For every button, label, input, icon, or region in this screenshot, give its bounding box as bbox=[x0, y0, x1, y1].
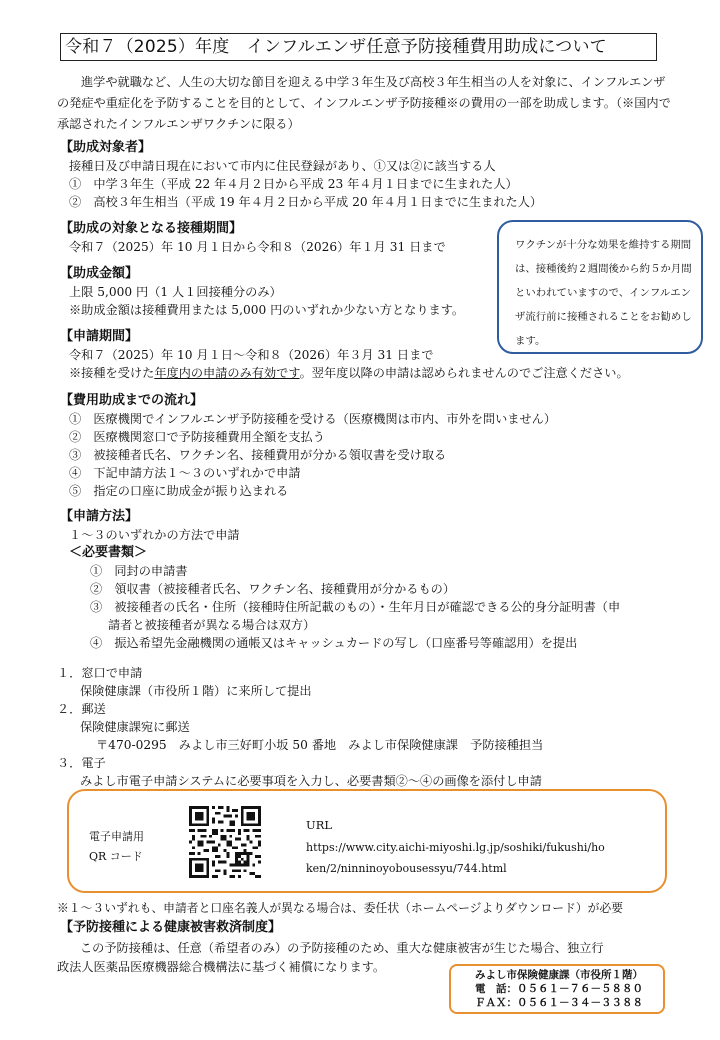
option-3-line: みよし市電子申請システムに必要事項を入力し、必要書類②～④の画像を添付し申請 bbox=[80, 774, 542, 788]
contact-box bbox=[449, 964, 665, 1014]
option-2-title bbox=[57, 700, 106, 719]
vaccine-timing-callout: ワクチンが十分な効果を維持する期間は、接種後約２週間後から約５か月間といわれていますので、インフルエンザ流行前に接種されることをお勧めします。 bbox=[497, 220, 703, 354]
period-text: 令和７（2025）年 10 月１日から令和８（2026）年１月 31 日まで bbox=[69, 240, 446, 254]
option-1-label: 窓口で申請 bbox=[81, 666, 143, 680]
flow-step-1: ① 医療機関でインフルエンザ予防接種を受ける（医療機関は市内、市外を問いません） bbox=[69, 412, 557, 426]
method-heading: 【申請方法】 bbox=[60, 509, 139, 524]
url-label: URL bbox=[306, 818, 332, 832]
relief-line-2: 政法人医薬品医療機器総合機構法に基づく補償になります。 bbox=[57, 960, 386, 974]
amount-line-2: ※助成金額は接種費用または 5,000 円のいずれか少ない方となります。 bbox=[69, 303, 465, 317]
method-lead: １～３のいずれかの方法で申請 bbox=[69, 528, 240, 542]
option-1-line: 保険健康課（市役所１階）に来所して提出 bbox=[80, 684, 312, 698]
option-3-number: ３． bbox=[57, 756, 82, 770]
application-period-note-post: 。翌年度以降の申請は認められませんのでご注意ください。 bbox=[299, 366, 629, 380]
application-period-note-underlined: 年度内の申請のみ有効です bbox=[154, 366, 300, 380]
intro-paragraph bbox=[57, 72, 677, 135]
application-period-line-1: 令和７（2025）年 10 月１日～令和８（2026）年３月 31 日まで bbox=[69, 348, 434, 362]
application-period-heading: 【申請期間】 bbox=[60, 329, 139, 344]
option-2-number: ２． bbox=[57, 702, 82, 716]
contact-fax: ＦＡＸ：０５６１－３４－３３８８ bbox=[475, 997, 643, 1009]
document-item-4: ④ 振込希望先金融機関の通帳又はキャッシュカードの写し（口座番号等確認用）を提出 bbox=[90, 636, 578, 650]
amount-heading: 【助成金額】 bbox=[60, 266, 139, 281]
flow-step-2: ② 医療機関窓口で予防接種費用全額を支払う bbox=[69, 430, 325, 444]
option-1-title bbox=[57, 664, 142, 683]
qr-label-2: QR コード bbox=[89, 850, 143, 863]
option-3-title bbox=[57, 754, 106, 773]
flow-step-4: ④ 下記申請方法１～３のいずれかで申請 bbox=[69, 466, 301, 480]
relief-heading: 【予防接種による健康被害救済制度】 bbox=[60, 920, 282, 935]
qr-code-image[interactable] bbox=[189, 806, 261, 878]
option-2-address: 〒470-0295 みよし市三好町小坂 50 番地 みよし市保険健康課 予防接種担当 bbox=[96, 738, 544, 752]
contact-phone: 電 話：０５６１－７６－５８８０ bbox=[475, 983, 643, 995]
url-line-2[interactable]: ken/2/ninninoyobousessyu/744.html bbox=[306, 862, 507, 875]
qr-label-1: 電子申請用 bbox=[89, 830, 144, 843]
application-period-line-2 bbox=[69, 364, 629, 383]
url-line-1[interactable]: https://www.city.aichi-miyoshi.lg.jp/soshiki/fukushi/ho bbox=[306, 841, 605, 854]
intro-text: 進学や就職など、人生の大切な節目を迎える中学３年生及び高校３年生相当の人を対象に、インフルエンザの発症や重症化を予防することを目的として、インフルエンザ予防接種※の費用の一部を助成します。（※国内で承認されたインフルエンザワクチンに限る） bbox=[57, 75, 671, 131]
option-2-line-1: 保険健康課宛に郵送 bbox=[80, 720, 190, 734]
option-3-label: 電子 bbox=[81, 756, 106, 770]
proxy-note: ※１～３いずれも、申請者と口座名義人が異なる場合は、委任状（ホームページよりダウンロード）が必要 bbox=[57, 901, 624, 915]
option-1-number: １． bbox=[57, 666, 82, 680]
eligibility-heading: 【助成対象者】 bbox=[60, 140, 152, 155]
flow-heading: 【費用助成までの流れ】 bbox=[60, 393, 204, 408]
contact-department: みよし市保険健康課（市役所１階） bbox=[475, 969, 643, 981]
flow-step-3: ③ 被接種者氏名、ワクチン名、接種費用が分かる領収書を受け取る bbox=[69, 448, 447, 462]
application-period-note-pre: ※接種を受けた bbox=[69, 366, 155, 380]
document-item-3: ③ 被接種者の氏名・住所（接種時住所記載のもの）・生年月日が確認できる公的身分証明書（申 bbox=[90, 600, 621, 614]
eligibility-item-2: ② 高校３年生相当（平成 19 年４月２日から平成 20 年４月１日までに生まれた人） bbox=[69, 195, 543, 209]
eligibility-item-1: ① 中学３年生（平成 22 年４月２日から平成 23 年４月１日までに生まれた人） bbox=[69, 177, 518, 191]
document-item-3-continued: 請者と被接種者が異なる場合は双方） bbox=[108, 618, 316, 632]
amount-line-1: 上限 5,000 円（1 人１回接種分のみ） bbox=[69, 285, 282, 299]
document-item-1: ① 同封の申請書 bbox=[90, 564, 188, 578]
eligibility-lead: 接種日及び申請日現在において市内に住民登録があり、①又は②に該当する人 bbox=[69, 159, 496, 173]
period-heading: 【助成の対象となる接種期間】 bbox=[60, 221, 243, 236]
required-documents-heading: ＜必要書類＞ bbox=[69, 545, 148, 560]
page-title: 令和７（2025）年度 インフルエンザ任意予防接種費用助成について bbox=[60, 33, 657, 61]
relief-line-1: この予防接種は、任意（希望者のみ）の予防接種のため、重大な健康被害が生じた場合、独立行 bbox=[80, 941, 604, 955]
option-2-label: 郵送 bbox=[81, 702, 106, 716]
flow-step-5: ⑤ 指定の口座に助成金が振り込まれる bbox=[69, 484, 289, 498]
document-item-2: ② 領収書（被接種者氏名、ワクチン名、接種費用が分かるもの） bbox=[90, 582, 456, 596]
